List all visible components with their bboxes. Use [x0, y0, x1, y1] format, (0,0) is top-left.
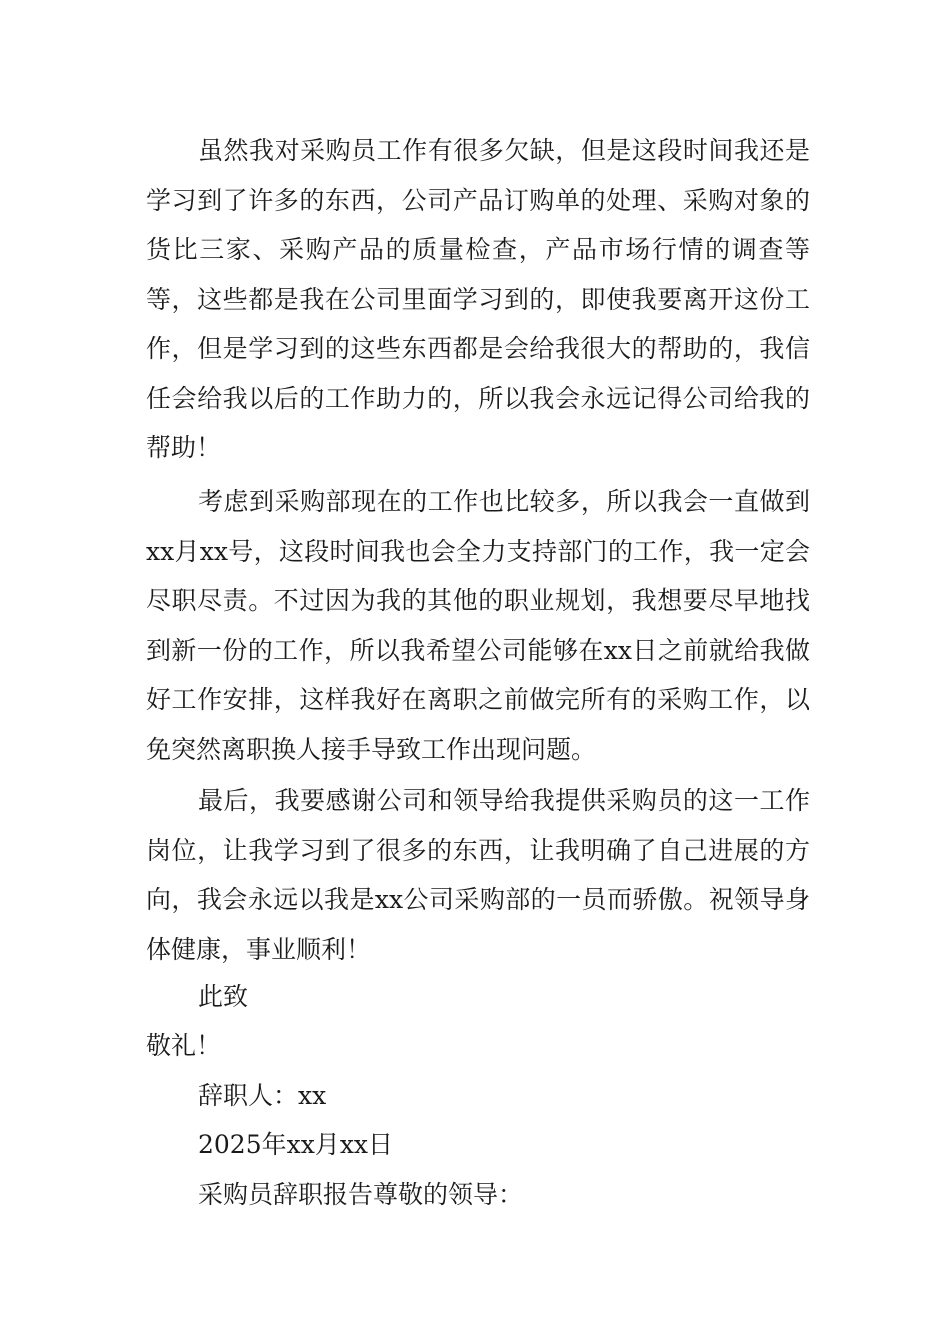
date-line: 2025年xx月xx日	[198, 1130, 394, 1159]
signer-line: 辞职人：xx	[198, 1081, 327, 1110]
closing-regards: 敬礼！	[146, 1031, 222, 1060]
paragraph-2: 考虑到采购部现在的工作也比较多，所以我会一直做到xx月xx号，这段时间我也会全力支持部门的工作，我一定会尽职尽责。不过因为我的其他的职业规划，我想要尽早地找到新一份的工作，所以我希望公司能够在xx日之前就给我做好工作安排，这样我好在离职之前做完所有的采购工作，以免突然离职换人接手导致工作出现问题。	[146, 487, 810, 764]
paragraph-3: 最后，我要感谢公司和领导给我提供采购员的这一工作岗位，让我学习到了很多的东西，让我明确了自己进展的方向，我会永远以我是xx公司采购部的一员而骄傲。祝领导身体健康，事业顺利！	[146, 786, 810, 964]
paragraph-1: 虽然我对采购员工作有很多欠缺，但是这段时间我还是学习到了许多的东西，公司产品订购单的处理、采购对象的货比三家、采购产品的质量检查，产品市场行情的调查等等，这些都是我在公司里面学习到的，即使我要离开这份工作，但是学习到的这些东西都是会给我很大的帮助的，我信任会给我以后的工作助力的，所以我会永远记得公司给我的帮助！	[146, 136, 810, 462]
closing-salutation: 此致	[198, 982, 249, 1011]
next-letter-heading: 采购员辞职报告尊敬的领导：	[198, 1180, 524, 1209]
